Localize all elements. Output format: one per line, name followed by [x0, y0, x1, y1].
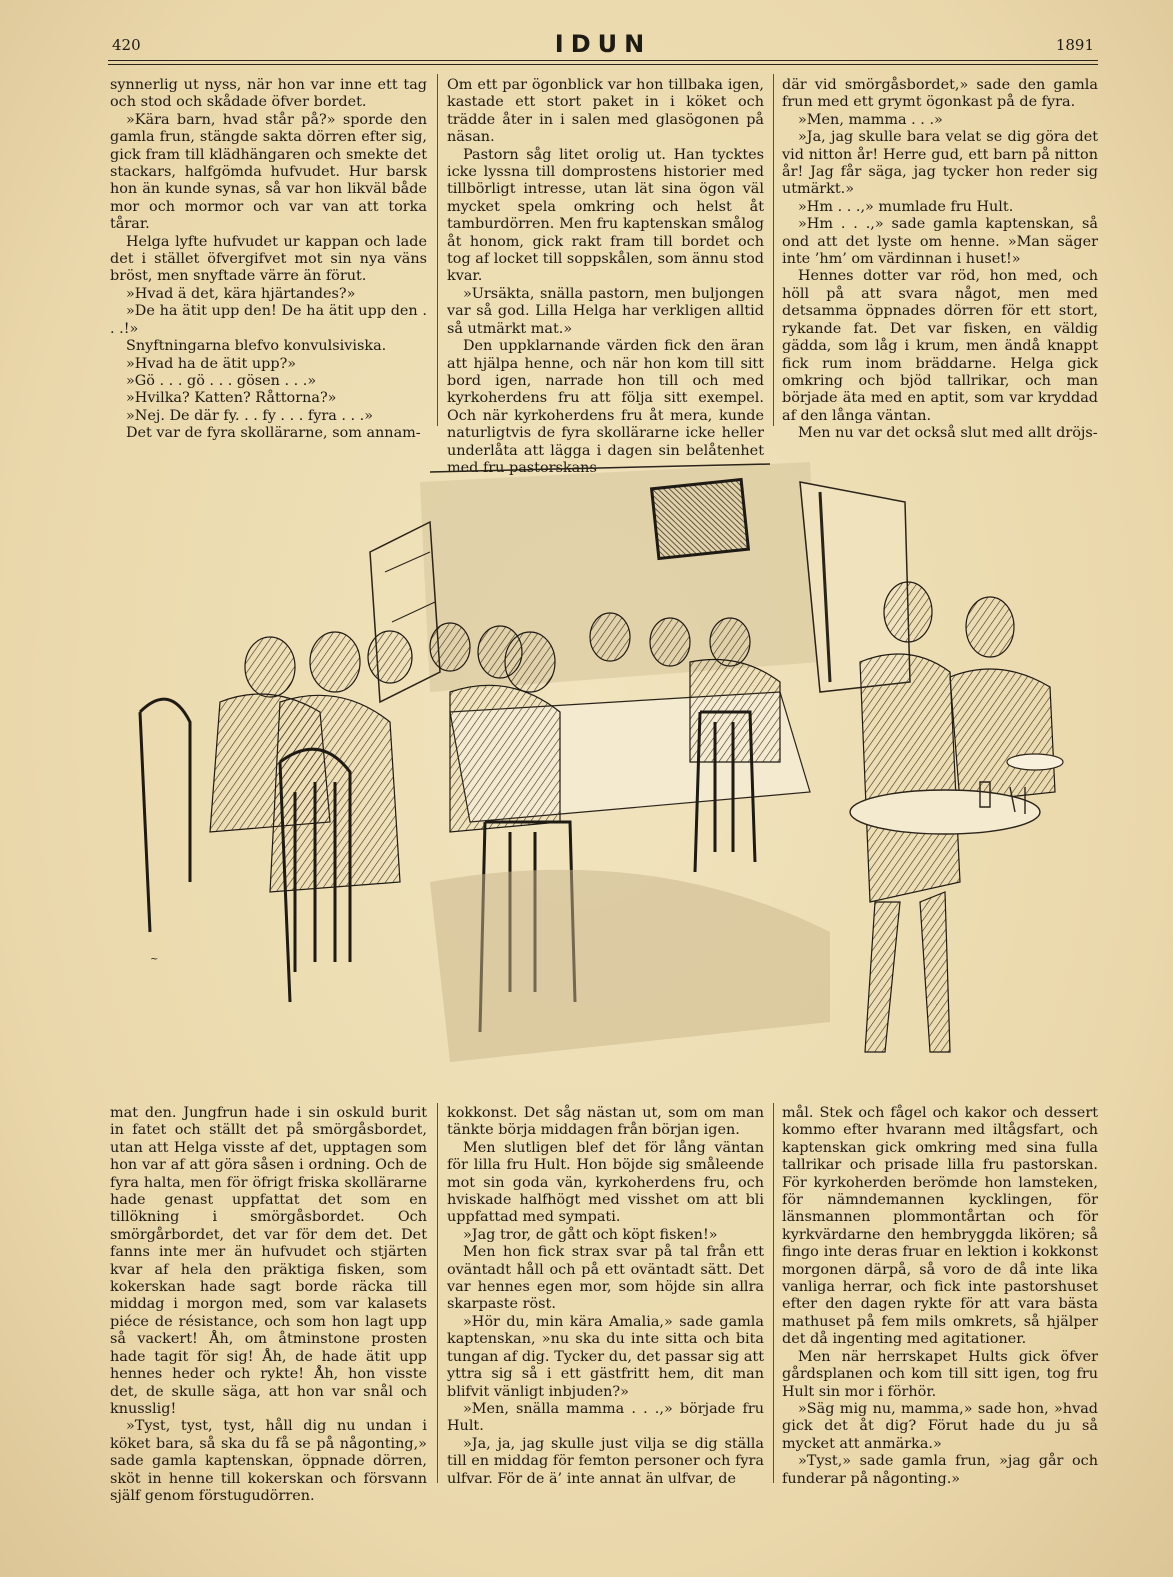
paragraph: »Ja, ja, jag skulle just vilja se dig ställa till en middag för femton personer och fyra ulfvar. För de ä’ inte annat än ulfvar, de	[447, 1435, 764, 1487]
paragraph: »Kära barn, hvad står på?» sporde den gamla frun, stängde sakta dörren efter sig, gick fram till klädhängaren och smekte det stackars, halfgömda hufvudet. Hur barsk hon än kunde synas, så var hon likväl både mor och mormor och var van att torka tårar.	[110, 111, 427, 233]
paragraph: »Ja, jag skulle bara velat se dig göra det vid nitton år! Herre gud, ett barn på nitton år! Jag får säga, jag tycker hon reder sig utmärkt.»	[782, 129, 1098, 198]
paragraph: Men nu var det också slut med allt dröjs-	[798, 425, 1098, 442]
magazine-title: IDUN	[554, 30, 652, 58]
paragraph: »Jag tror, de gått och köpt fisken!»	[463, 1226, 718, 1243]
paragraph: synnerlig ut nyss, när hon var inne ett tag och stod och skådade öfver bordet.	[110, 77, 427, 111]
paragraph: där vid smörgåsbordet,» sade den gamla frun med ett grymt ögonkast på de fyra.	[782, 77, 1098, 111]
bottom-column-2	[447, 1105, 764, 1488]
paragraph: »Säg mig nu, mamma,» sade hon, »hvad gick det åt dig? Förut hade du ju så mycket att anmärka.»	[782, 1400, 1098, 1452]
paragraph: »Hm . . .,» sade gamla kaptenskan, så ond att det lyste om henne. »Man säger inte ’hm’ om värdinnan i huset!»	[782, 216, 1098, 268]
paragraph: »De ha ätit upp den! De ha ätit upp den . . .!»	[110, 303, 427, 337]
column-divider	[437, 74, 438, 426]
column-divider	[773, 1103, 774, 1483]
paragraph: Snyftningarna blefvo konvulsiviska.	[126, 338, 387, 355]
paragraph: Men slutligen blef det för lång väntan för lilla fru Hult. Hon böjde sig småleende mot sin goda vän, kyrkoherdens fru, och hviskade halfhögt med visshet om att bli uppfattad med sympati.	[447, 1139, 764, 1226]
paragraph: »Gö . . . gö . . . gösen . . .»	[126, 372, 317, 389]
paragraph: »Hvilka? Katten? Råttorna?»	[126, 390, 337, 407]
paragraph: »Tyst, tyst, tyst, håll dig nu undan i köket bara, så ska du få se på någonting,» sade gamla kaptenskan, öppnade dörren, sköt in henne till kokerskan och försvann själf genom förstugudörren.	[110, 1418, 427, 1504]
paragraph: »Hm . . .,» mumlade fru Hult.	[798, 198, 1014, 215]
header-rule-thin	[108, 64, 1098, 65]
column-divider	[773, 74, 774, 426]
paragraph: mat den. Jungfrun hade i sin oskuld burit in fatet och ställt det på smörgåsbordet, utan att Helga visste af det, upptagen som hon var af att göra såsen i ordning. Och de fyra halta, men för öfrigt friska skollärarne hade genast uppfattat det som en tillökning i smörgåsbordet. Och smörgårbordet, det var för dem det. Det fanns inte mer än hufvudet och stjärten kvar af hela den präktiga fisken, som kokerskan hade sagt borde räcka till middag i morgon med, som var kalasets piéce de résistance, och som hon lagt upp så vackert! Åh, om åtminstone prosten hade tagit för sig! Åh, de hade ätit upp hennes heder och rykte! Åh, hon visste det, de skulle säga, att hon var snål och knusslig!	[110, 1105, 427, 1417]
artist-signature: ~	[150, 954, 159, 965]
paragraph: Hennes dotter var röd, hon med, och höll på att svara något, men med detsamma öppnades dörren för ett stort, rykande fat. Det var fisken, en väldig gädda, som låg i krum, men ändå knappt fick rum inom bräddarne. Helga gick omkring och bjöd tallrikar, och man började äta med en aptit, som var kryddad af den långa väntan.	[782, 268, 1098, 424]
paragraph: »Men, snälla mamma . . .,» började fru Hult.	[447, 1400, 764, 1435]
paragraph: Men när herrskapet Hults gick öfver gårdsplanen och kom till sitt igen, tog fru Hult sin mor i förhör.	[782, 1348, 1098, 1400]
paragraph: Den uppklarnande värden fick den äran att hjälpa henne, och när hon kom till sitt bord igen, narrade hon till och med kyrkoherdens fru att följa sitt exempel. Och när kyrkoherdens fru åt mera, kunde naturligtvis de fyra skollärarne icke heller underlåta att lägga i dagen sin belåtenhet med fru pastorskans	[447, 338, 764, 476]
bottom-column-3	[782, 1105, 1098, 1488]
paragraph: Helga lyfte hufvudet ur kappan och lade det i stället öfvergifvet mot sin nya väns bröst, men snyftade värre än förut.	[110, 233, 427, 285]
column-divider	[437, 1103, 438, 1483]
paragraph: »Hvad ä det, kära hjärtandes?»	[126, 285, 356, 302]
paragraph: »Ursäkta, snälla pastorn, men buljongen var så god. Lilla Helga har verkligen alltid så utmärkt mat.»	[447, 285, 764, 337]
header-rule	[108, 60, 1098, 61]
top-column-3	[782, 77, 1098, 443]
page-header	[108, 30, 1098, 62]
year: 1891	[1055, 36, 1094, 54]
paragraph: »Hvad ha de ätit upp?»	[126, 355, 297, 372]
paragraph: Pastorn såg litet orolig ut. Han tycktes icke lyssna till domprostens historier med tillbörligt intresse, utan lät sina ögon väl mycket spela omkring och helst åt tamburdörren. Men fru kaptenskan smålog åt honom, gick rakt fram till bordet och tog af locket till soppskålen, som ännu stod kvar.	[447, 146, 764, 285]
paragraph: »Men, mamma . . .»	[798, 111, 943, 128]
paragraph: »Tyst,» sade gamla frun, »jag går och funderar på någonting.»	[782, 1453, 1098, 1487]
paragraph: »Nej. De där fy. . . fy . . . fyra . . .»	[126, 407, 374, 424]
top-column-1	[110, 77, 427, 443]
paragraph: Men hon fick strax svar på tal från ett oväntadt håll och på ett oväntadt sätt. Det var hennes egen mor, som höjde sin allra skarpaste röst.	[447, 1244, 764, 1313]
paragraph: Om ett par ögonblick var hon tillbaka igen, kastade ett stort paket in i köket och trädde åter in i salen med glasögonen på näsan.	[447, 77, 764, 146]
page-number: 420	[112, 36, 141, 54]
paragraph: mål. Stek och fågel och kakor och dessert kommo efter hvarann med iltågsfart, och kaptenskan gick omkring med sina fulla tallrikar och prisade lilla fru pastorskan. För kyrkoherden berömde hon lamsteken, för nämndemannen kycklingen, för länsmannen plommontårtan och för kyrkvärdarne den hembryggda likören; så fingo inte deras fruar en lektion i kokkonst morgonen därpå, så voro de då inte lika vanliga herrar, och fick inte pastorshuset efter den dagen rykte för att vara bästa mathuset på fem mils omkrets, så hjälper det då ingenting med agitationer.	[782, 1105, 1098, 1348]
bottom-column-1	[110, 1105, 427, 1505]
paragraph: kokkonst. Det såg nästan ut, som om man tänkte börja middagen från början igen.	[447, 1105, 764, 1139]
paragraph: »Hör du, min kära Amalia,» sade gamla kaptenskan, »nu ska du inte sitta och bita tungan af dig. Tycker du, det passar sig att yttra sig så i ett gästfritt hem, dit man blifvit vänligt inbjuden?»	[447, 1313, 764, 1400]
top-column-2	[447, 77, 764, 477]
paragraph: Det var de fyra skollärarne, som annam-	[126, 425, 421, 442]
dinner-party-illustration	[130, 462, 1100, 1087]
